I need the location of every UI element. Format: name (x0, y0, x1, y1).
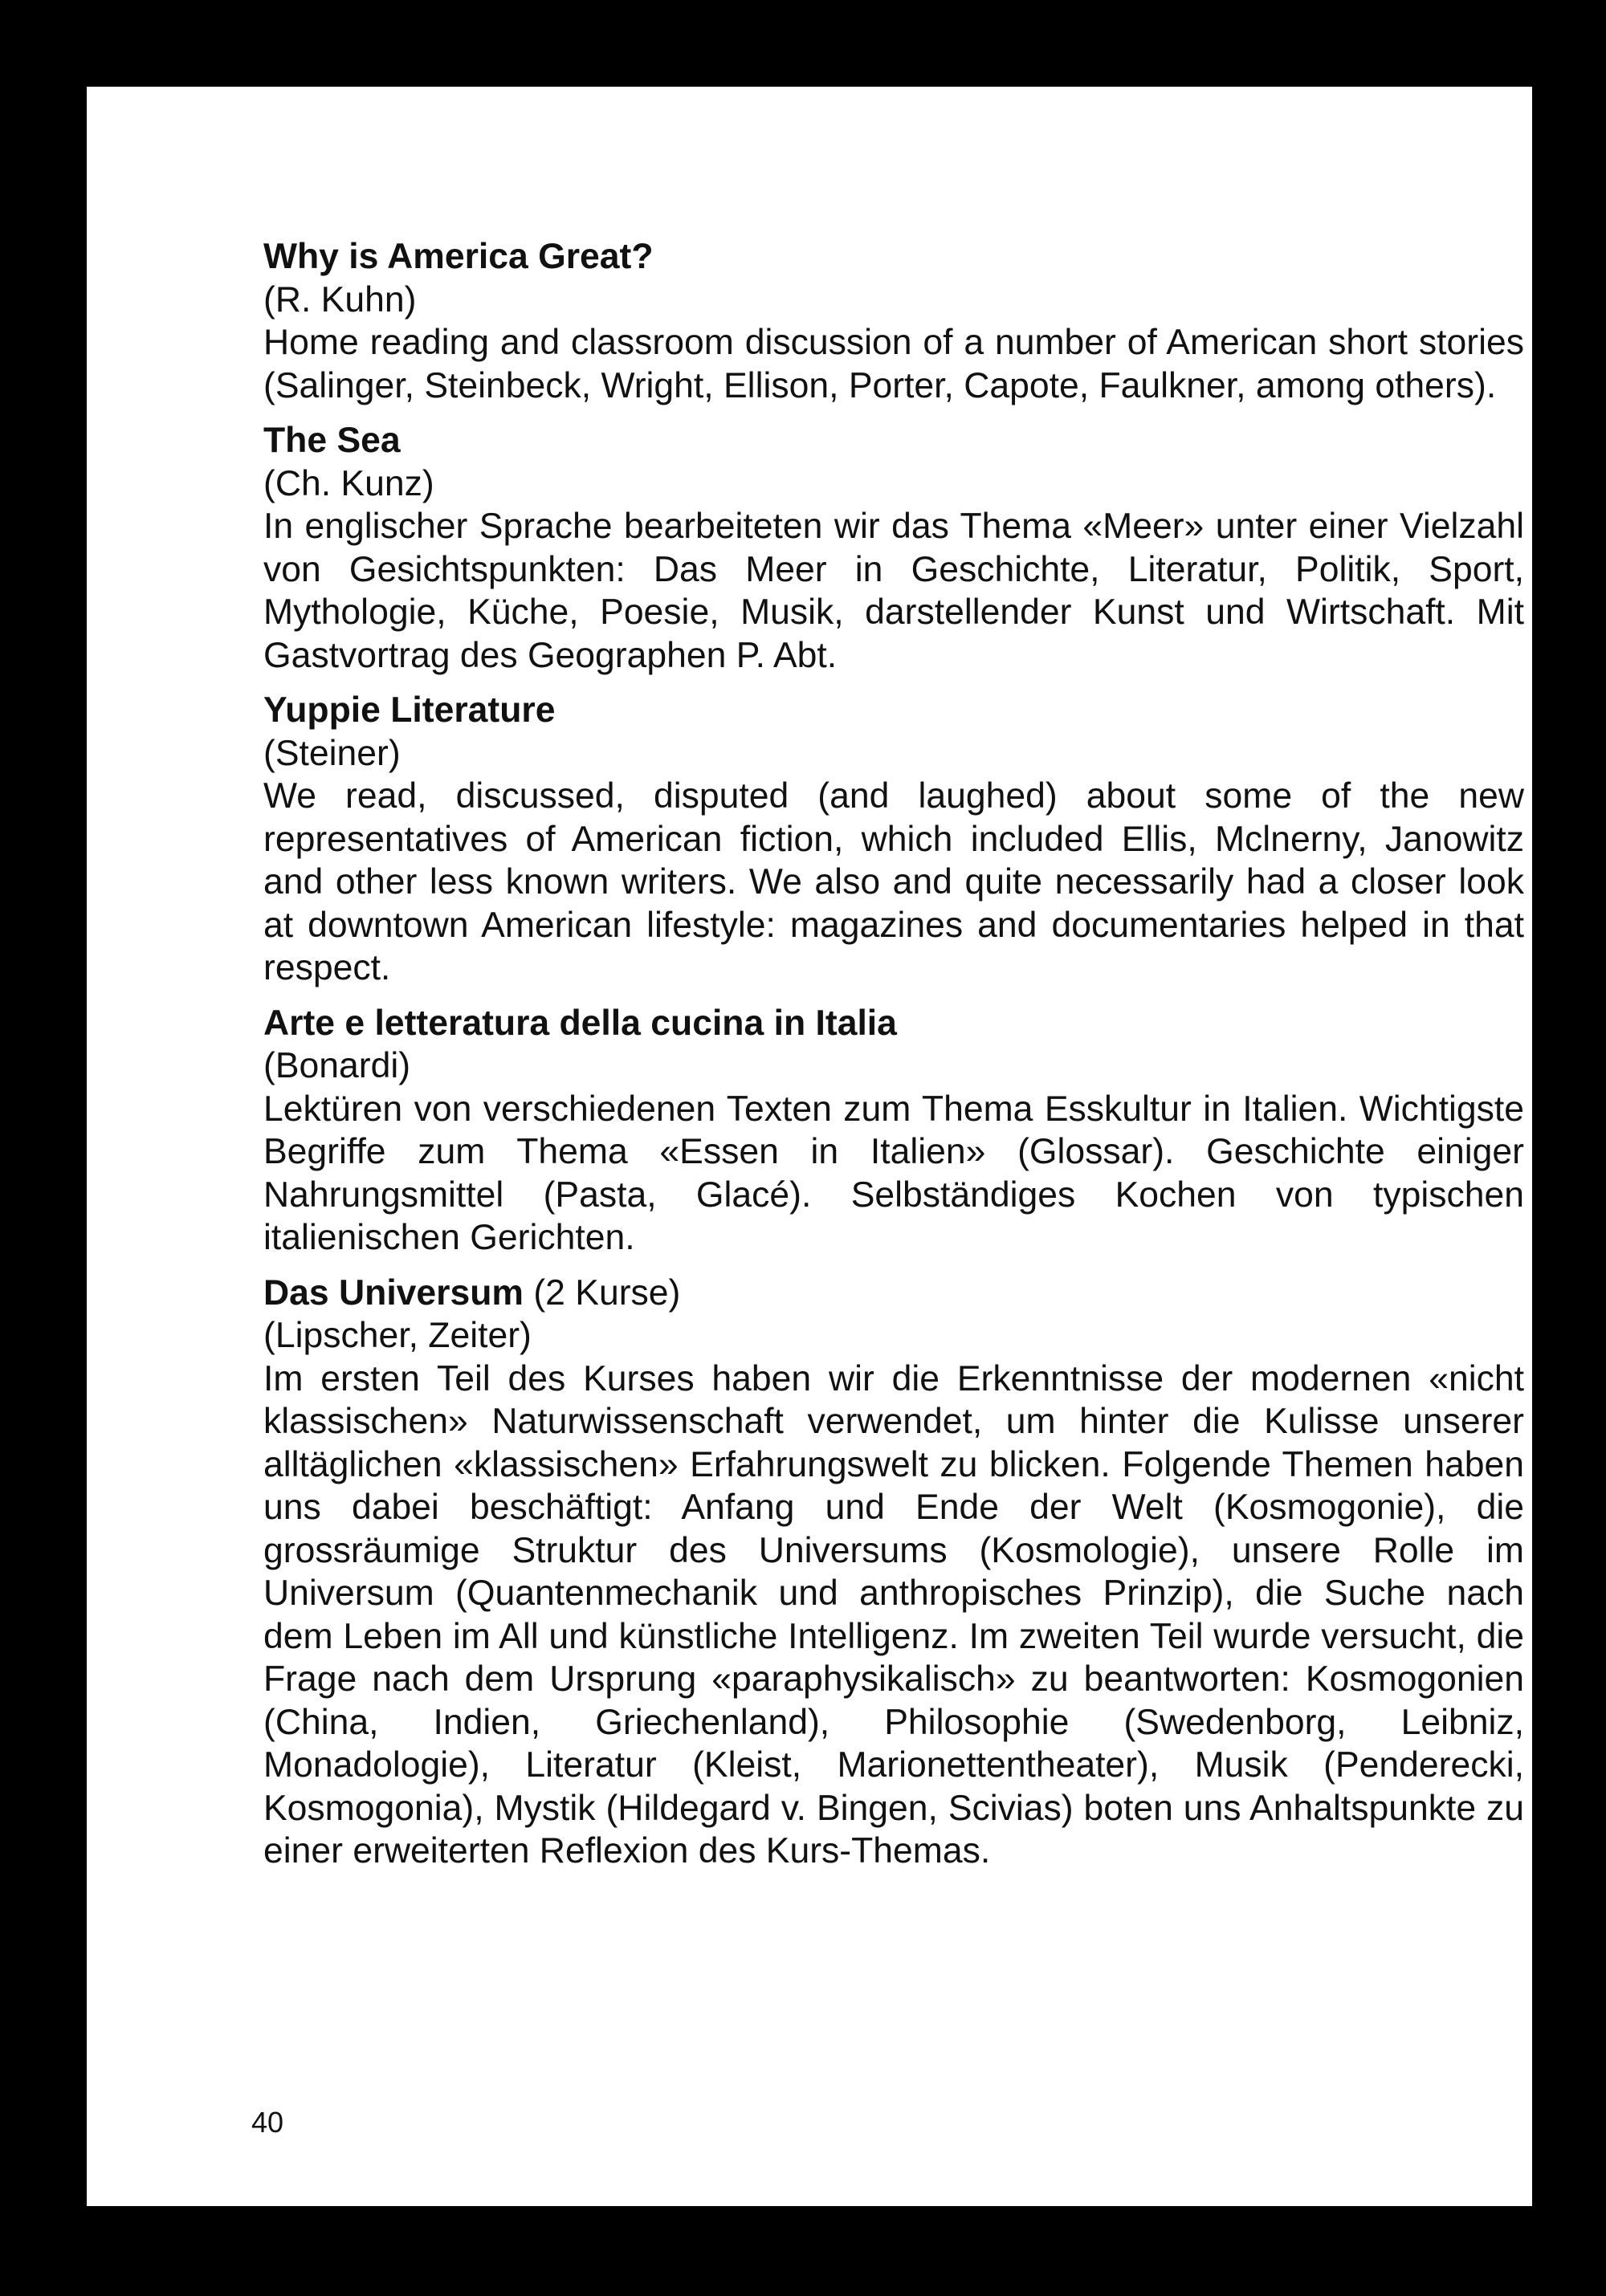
course-title: The Sea (263, 421, 401, 460)
course-title: Yuppie Literature (263, 690, 556, 730)
course-entry (263, 689, 1524, 990)
course-description: We read, discussed, disputed (and laughed) about some of the new representatives of American fiction, which included Ellis, Mclnerny, Janowitz and other less known writers. We also and quite necessarily had a closer look at downtown American lifestyle: magazines and documentaries helped in that respect. (263, 776, 1524, 987)
course-entry (263, 419, 1524, 677)
page-number: 40 (251, 2106, 284, 2139)
course-description: In englischer Sprache bearbeiteten wir das Thema «Meer» unter einer Vielzahl von Gesichtspunkten: Das Meer in Geschichte, Literatur, Politik, Sport, Mythologie, Küche, Poesie, Musik, darstellender Kunst und Wirtschaft. Mit Gastvortrag des Geographen P. Abt. (263, 507, 1524, 675)
document-page (87, 87, 1532, 2206)
course-description: Home reading and classroom discussion of a number of American short stories (Salinger, Steinbeck, Wright, Ellison, Porter, Capote, Faulkner, among others). (263, 323, 1524, 405)
course-list (263, 235, 1524, 1885)
course-description: Lektüren von verschiedenen Texten zum Thema Esskultur in Italien. Wichtigste Begriffe zum Thema «Essen in Italien» (Glossar). Geschichte einiger Nahrungsmittel (Pasta, Glacé). Selbständiges Kochen von typischen italienischen Gerichten. (263, 1089, 1524, 1257)
course-title-note: (2 Kurse) (524, 1272, 681, 1313)
course-teacher: (Ch. Kunz) (263, 463, 434, 503)
course-teacher: (Lipscher, Zeiter) (263, 1316, 532, 1355)
course-title: Why is America Great? (263, 237, 654, 276)
course-entry (263, 235, 1524, 407)
course-entry (263, 1272, 1524, 1873)
course-teacher: (R. Kuhn) (263, 279, 417, 320)
course-description: Im ersten Teil des Kurses haben wir die Erkenntnisse der modernen «nicht klassischen» Naturwissenschaft verwendet, um hinter die Kulisse unserer alltäglichen «klassischen» Erfahrungswelt zu blicken. Folgende Themen haben uns dabei beschäftigt: Anfang und Ende der Welt (Kosmogonie), die grossräumige Struktur des Universums (Kosmologie), unsere Rolle im Universum (Quantenmechanik und anthropisches Prinzip), die Suche nach dem Leben im All und künstliche Intelligenz. Im zweiten Teil wurde versucht, die Frage nach dem Ursprung «paraphysikalisch» zu beantworten: Kosmogonien (China, Indien, Griechenland), Philosophie (Swedenborg, Leibniz, Monadologie), Literatur (Kleist, Marionettentheater), Musik (Penderecki, Kosmogonia), Mystik (Hildegard v. Bingen, Scivias) boten uns Anhaltspunkte zu einer erweiterten Reflexion des Kurs-Themas. (263, 1358, 1524, 1871)
course-teacher: (Steiner) (263, 733, 401, 773)
course-title: Das Universum (2 Kurse) (263, 1272, 681, 1313)
course-entry (263, 1002, 1524, 1260)
course-teacher: (Bonardi) (263, 1046, 411, 1085)
course-title: Arte e letteratura della cucina in Italia (263, 1003, 897, 1043)
